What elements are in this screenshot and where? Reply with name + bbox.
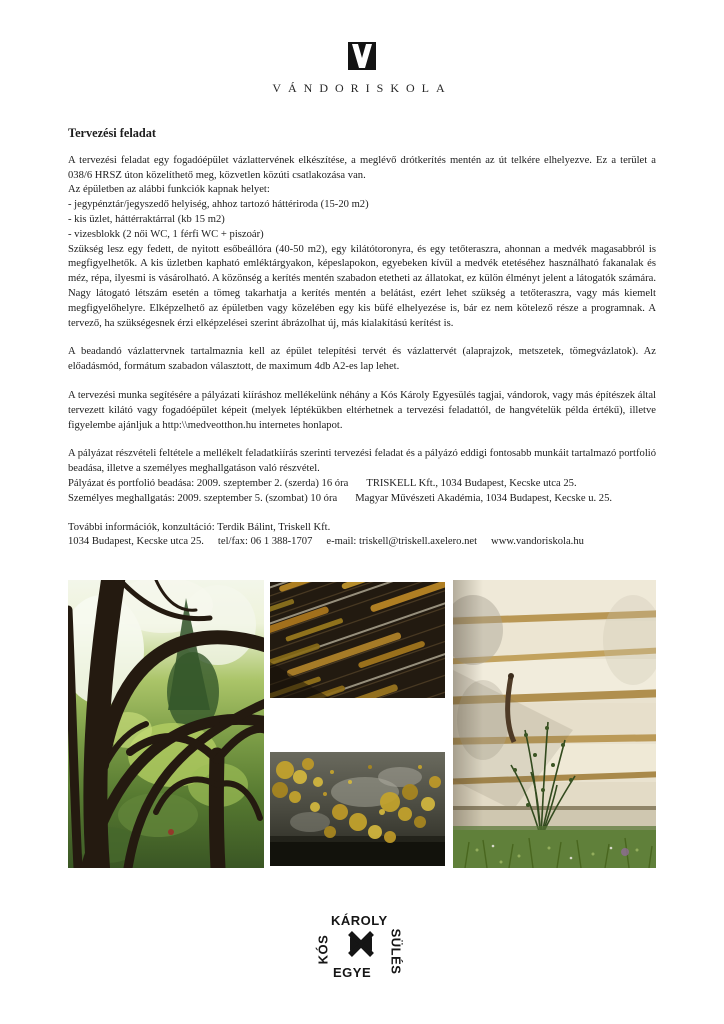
bullet-item: - kis üzlet, háttérraktárral (kb 15 m2) [68,213,225,225]
brand-wordmark: VÁNDORISKOLA [272,81,452,95]
attachments-paragraph: A tervezési munka segítésére a pályázati kiíráshoz mellékelünk néhány a Kós Károly Egyesülés tagjai, vándorok, vagy más építészek által tervezett kilátó vagy fogadóépület képeit (melyek léptékükben eltérhetnek a tervezési feladattól, de hangvételük példa értékű), illetve figyelembe ajánljuk a http:\\medveotthon.hu internetes honlapot. [68,389,656,431]
conditions-paragraph: A pályázat részvételi feltétele a mellékelt feladatkiírás szerinti tervezési feladat és a pályázó eddigi fontosabb munkáit tartalmazó portfolió beadása, illetve a személyes meghallgatáson való részvétel. [68,448,656,475]
program-paragraph: Szükség lesz egy fedett, de nyitott esőbeállóra (40-50 m2), egy kilátótoronyra, és egy tetőteraszra, ahonnan a medvék magasabbról is megfigyelhetők. A kis üzletben kapható emléktárgyakon, képeslapokon, egyebeken kívül a medvék etetéséhez használható fakanalak és méz, répa, ilyesmi is vásárolható. A közönség a kerítés mentén szabadon etetheti az állatokat, ez külön élményt jelent a látogatók számára. Nagy látogató létszám esetén a tömeg takarhatja a kerítés mentén a belátást, ezért lehet szükség a tetőteraszra, vagy más kiemelt megfigyelőhelyre. Elképzelhető az épületben vagy közelében egy kis büfé elhelyezése is, bár ez nem kötelező része a programnak. A tervező, ha szükségesnek érzi elképzelései szerint ábrázolhat új, más kialakítású kerítést is. [68,243,656,329]
photo-woven-arches [68,580,264,868]
contact-website[interactable]: www.vandoriskola.hu [491,536,584,548]
contact-block [68,521,656,551]
kos-logo-text-kos: KÓS [315,934,331,965]
intro-paragraph: A tervezési feladat egy fogadóépület vázlattervének elkészítése, a meglévő drótkerítés mentén az út telkére elhelyezve. Ez a terület a 038/6 HRSZ úton közelíthető meg, közvetlen közúti csatlakozása van. [68,154,656,181]
hearing-event: Személyes meghallgatás: 2009. szeptember 5. (szombat) 10 óra [68,492,338,504]
contact-line [68,535,656,550]
hearing-row [68,492,656,507]
bullet-item: - vizesblokk (2 női WC, 1 férfi WC + piszoár) [68,228,264,240]
submission-deadline-event: Pályázat és portfolió beadása: 2009. szeptember 2. (szerda) 16 óra [68,477,349,489]
contact-telfax: tel/fax: 06 1 388-1707 [217,536,313,548]
functions-intro-line: Az épületben az alábbi funkciók kapnak helyet: [68,184,270,196]
contact-email[interactable]: e-mail: triskell@triskell.axelero.net [326,536,478,548]
bullet-item: - jegypénztár/jegyszedő helyiség, ahhoz tartozó háttériroda (15-20 m2) [68,199,369,211]
photo-shingle-roof [270,582,445,698]
photo-lichen-stone [270,752,445,866]
photo-log-wall [453,580,656,868]
contact-address: 1034 Budapest, Kecske utca 25. [68,536,204,548]
brand-logo [0,42,724,96]
info-line: További információk, konzultáció: Terdik Bálint, Triskell Kft. [68,521,331,533]
deliverables-paragraph: A beadandó vázlattervnek tartalmaznia kell az épület telepítési tervét és vázlattervét (alaprajzok, metszetek, tömegvázlatok). Az előadásmód, formátum szabadon választott, de maximum 4db A2-es lap lehet. [68,346,656,373]
submission-deadline-row [68,477,656,492]
kos-logo-x-motif-icon [348,931,374,957]
program-block [68,154,656,332]
kos-logo-text-karoly: KÁROLY [331,913,388,928]
submission-deadline-venue: TRISKELL Kft., 1034 Budapest, Kecske utca 25. [366,477,577,489]
kos-karoly-egyesules-logo [315,913,406,981]
attachments-block [68,389,656,433]
deliverables-block [68,345,656,375]
photo-grid [68,580,656,868]
document-body [68,126,656,564]
kos-logo-text-egye: EGYE [333,965,372,980]
kos-logo-text-sules: SÜLÉS [388,928,404,975]
conditions-block [68,447,656,506]
hearing-venue: Magyar Művészeti Akadémia, 1034 Budapest, Kecske u. 25. [355,492,613,504]
vandoriskola-v-icon [348,42,376,70]
page-title: Tervezési feladat [68,126,156,140]
